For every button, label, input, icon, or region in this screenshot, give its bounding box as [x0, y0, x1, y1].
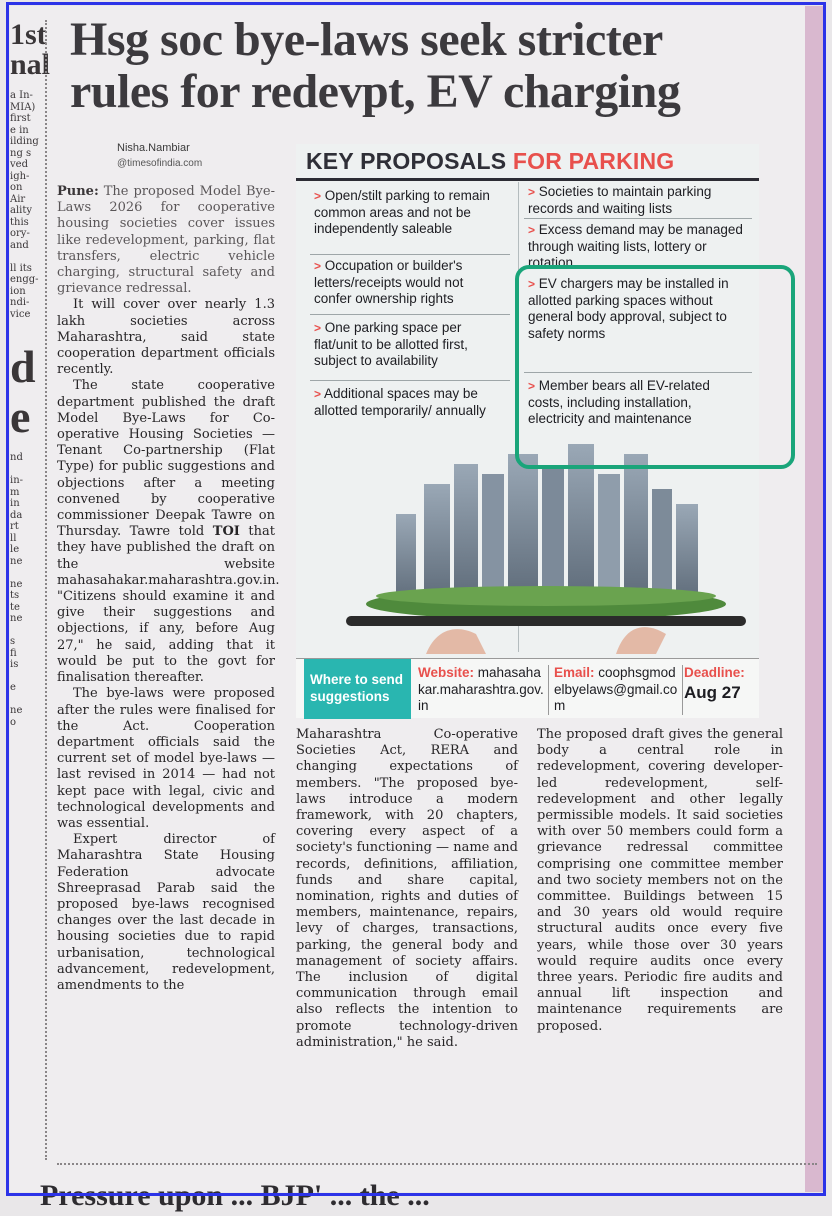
fragment-line: this [10, 216, 29, 228]
proposal-text: EV chargers may be installed in allotted parking spaces without general body approval, subject to safety norms [528, 276, 729, 341]
fragment-line: in [10, 498, 20, 509]
arrow-icon: > [528, 379, 536, 393]
fragment-big-letter: d [10, 341, 36, 392]
proposal-text: One parking space per flat/unit to be allotted first, subject to availability [314, 320, 468, 368]
paragraph-text: that they have published the draft on the website mahasahakar.maharashtra.gov.in. "Citizens should examine it and give their suggestions and objections, if any, before Aug 27," he said, adding that it would be put to the govt for finalisation thereafter. [57, 524, 280, 686]
fragment-line: le [10, 544, 20, 555]
fragment-line: Air [10, 193, 26, 205]
proposal-divider [310, 380, 510, 381]
arrow-icon: > [314, 259, 322, 273]
where-to-send-label: Where to send suggestions [304, 659, 411, 719]
fragment-line: ll [10, 532, 17, 544]
arrow-icon: > [528, 277, 536, 291]
website-info [418, 665, 546, 715]
article-paragraph: It will cover over nearly 1.3 lakh societies across Maharashtra, said state cooperation department officials recently. [57, 297, 275, 378]
fragment-line: ne [10, 705, 23, 716]
arrow-icon: > [314, 387, 322, 401]
fragment-line [10, 567, 42, 579]
city-skyline-illustration [336, 444, 756, 654]
bottom-divider [57, 1163, 817, 1165]
proposal-divider [524, 372, 752, 373]
fragment-line: ts [10, 590, 20, 601]
fragment-line: m [10, 486, 20, 498]
fragment-line: fi [10, 647, 17, 659]
article-paragraph: The bye-laws were proposed after the rules were finalised for the Act. Cooperation department officials said the current set of model bye-laws — last revised in 2014 — had not kept pace with legal, civic and technological developments and was essential. [57, 686, 275, 831]
fragment-line: is [10, 659, 19, 670]
fragment-line: ory- [10, 228, 30, 239]
fragment-line [10, 464, 42, 476]
article-column-1 [57, 184, 280, 994]
fragment-line: rt [10, 521, 19, 532]
fragment-line: e [10, 682, 16, 693]
key-proposals-graphic [296, 144, 759, 718]
proposal-text: Additional spaces may be allotted temporarily/ annually [314, 386, 486, 418]
fragment-line: ality [10, 205, 33, 216]
email-label: Email: [554, 665, 595, 680]
info-divider [548, 665, 549, 715]
page-edge [805, 6, 823, 1192]
proposal-item [314, 258, 504, 308]
fragment-line [10, 671, 42, 683]
fragment-line: ved [10, 159, 28, 170]
graphic-title-part: KEY PROPOSALS [306, 148, 513, 174]
proposal-divider [310, 314, 510, 315]
article-paragraph: Expert director of Maharashtra State Housing Federation advocate Shreeprasad Parab said the proposed bye-laws recognised changes over the last decade in housing societies due to rapid urbanisation, technological advancement, redevelopment, amendments to the [57, 832, 275, 993]
dateline: Pune: [57, 184, 99, 199]
lede-paragraph [57, 184, 275, 297]
fragment-heading-1: 1st [10, 18, 47, 51]
fragment-line: ne [10, 555, 23, 567]
fragment-line: ndi- [10, 297, 30, 308]
fragment-line: ng s [10, 147, 32, 159]
fragment-line: MIA) [10, 101, 36, 113]
fragment-big-letter: e [10, 391, 31, 442]
fragment-line: e in [10, 124, 29, 136]
arrow-icon: > [314, 321, 322, 335]
fragment-line [10, 251, 42, 263]
next-article-headline: Pressure upon ... BJP' ... the ... [40, 1179, 430, 1212]
proposal-divider [524, 218, 752, 219]
arrow-icon: > [528, 223, 536, 237]
proposal-item [528, 184, 748, 217]
article-paragraph: The proposed draft gives the general body a central role in redevelopment, covering developer-led redevelopment, self-redevelopment and other legally permissible models. It said societies with over 50 members could form a grievance redressal committee comprising one committee member and two society members not on the committee. Buildings between 15 and 30 years old would require structural audits once every five years, while those over 30 years would require audits once every three years. Periodic fire audits and annual lift inspection and maintenance requirements are proposed. [537, 727, 783, 1034]
proposal-text: Member bears all EV-related costs, including installation, electricity and maintenance [528, 378, 710, 426]
fragment-line: ne [10, 613, 23, 624]
article-column-3 [537, 727, 783, 1035]
proposal-item [314, 386, 504, 419]
article-paragraph: Maharashtra Co-operative Societies Act, RERA and changing expectations of members. "The proposed bye-laws introduce a modern framework, with 20 chapters, covering every aspect of a society's functioning — name and records, definitions, affiliation, funds and share capital, nomination, rights and duties of members, maintenance, repairs, levy of charges, transactions, parking, the general body and management of society affairs. The inclusion of digital communication through email also reflects the intention to promote technology-driven administration," he said. [296, 727, 518, 1050]
fragment-line: ne [10, 578, 23, 590]
toi-mention: TOI [212, 524, 240, 540]
website-label: Website: [418, 665, 475, 680]
fragment-line: and [10, 239, 29, 251]
adjacent-column-fragment [10, 18, 51, 1180]
fragment-line: s [10, 636, 16, 647]
fragment-line: vice [10, 308, 31, 320]
headline: Hsg soc bye-laws seek stricter rules for redevpt, EV charging [70, 13, 681, 118]
proposal-item [314, 320, 504, 370]
fragment-line [10, 625, 42, 637]
article-column-2 [296, 727, 518, 1051]
byline-author: Nisha.Nambiar [117, 142, 190, 154]
proposal-text: Societies to maintain parking records and waiting lists [528, 184, 712, 216]
email-value: coophsgmodelbyelaws@gmail.com [554, 665, 678, 713]
fragment-line: on [10, 182, 23, 193]
website-value: mahasahakar.maharashtra.gov.in [418, 665, 544, 713]
info-divider [682, 665, 683, 715]
fragment-line: da [10, 509, 23, 521]
lede-text: The proposed Model Bye-Laws 2026 for cooperative housing societies cover issues like redevelopment, parking, flat transfers, electric vehicle charging, structural safety and grievance redressal. [57, 184, 275, 297]
fragment-line: in- [10, 475, 24, 486]
proposal-item [528, 378, 748, 428]
paragraph-text: The state cooperative department published the draft Model Bye-Laws for Co-operative Housing Societies — Tenant Co-partnership (Flat Type) for public suggestions and objections after a meeting convened by cooperative commissioner Deepak Tawre on Thursday. Tawre told [57, 378, 275, 540]
article-paragraph [57, 378, 280, 686]
fragment-line: igh- [10, 170, 30, 182]
arrow-icon: > [314, 189, 322, 203]
fragment-line: ion [10, 285, 26, 297]
email-info [554, 665, 680, 715]
fragment-line: o [10, 716, 17, 728]
title-rule [296, 178, 759, 181]
proposal-text: Open/stilt parking to remain common areas and not be independently saleable [314, 188, 490, 236]
fragment-line: engg- [10, 274, 39, 285]
suggestions-bar [296, 658, 759, 718]
proposal-item [314, 188, 504, 238]
fragment-line: a In- [10, 90, 33, 101]
proposal-item [528, 276, 748, 342]
proposal-text: Occupation or builder's letters/receipts would not confer ownership rights [314, 258, 464, 306]
deadline-value: Aug 27 [684, 682, 741, 702]
fragment-line [10, 694, 42, 706]
graphic-title [306, 148, 674, 175]
graphic-title-highlight: FOR PARKING [512, 148, 675, 174]
fragment-line: first [10, 113, 31, 124]
proposal-text: Excess demand may be managed through waiting lists, lottery or rotation [528, 222, 743, 270]
arrow-icon: > [528, 185, 536, 199]
proposal-divider [310, 254, 510, 255]
deadline-info [684, 665, 754, 704]
fragment-line: ilding [10, 136, 39, 147]
fragment-line: nd [10, 452, 23, 463]
deadline-label: Deadline: [684, 665, 745, 680]
column-divider [45, 20, 47, 1160]
proposal-item [528, 222, 748, 270]
byline-email: @timesofindia.com [117, 158, 203, 169]
fragment-line: ll its [10, 262, 32, 274]
fragment-heading-2: nal [10, 48, 51, 81]
fragment-line: te [10, 601, 20, 613]
